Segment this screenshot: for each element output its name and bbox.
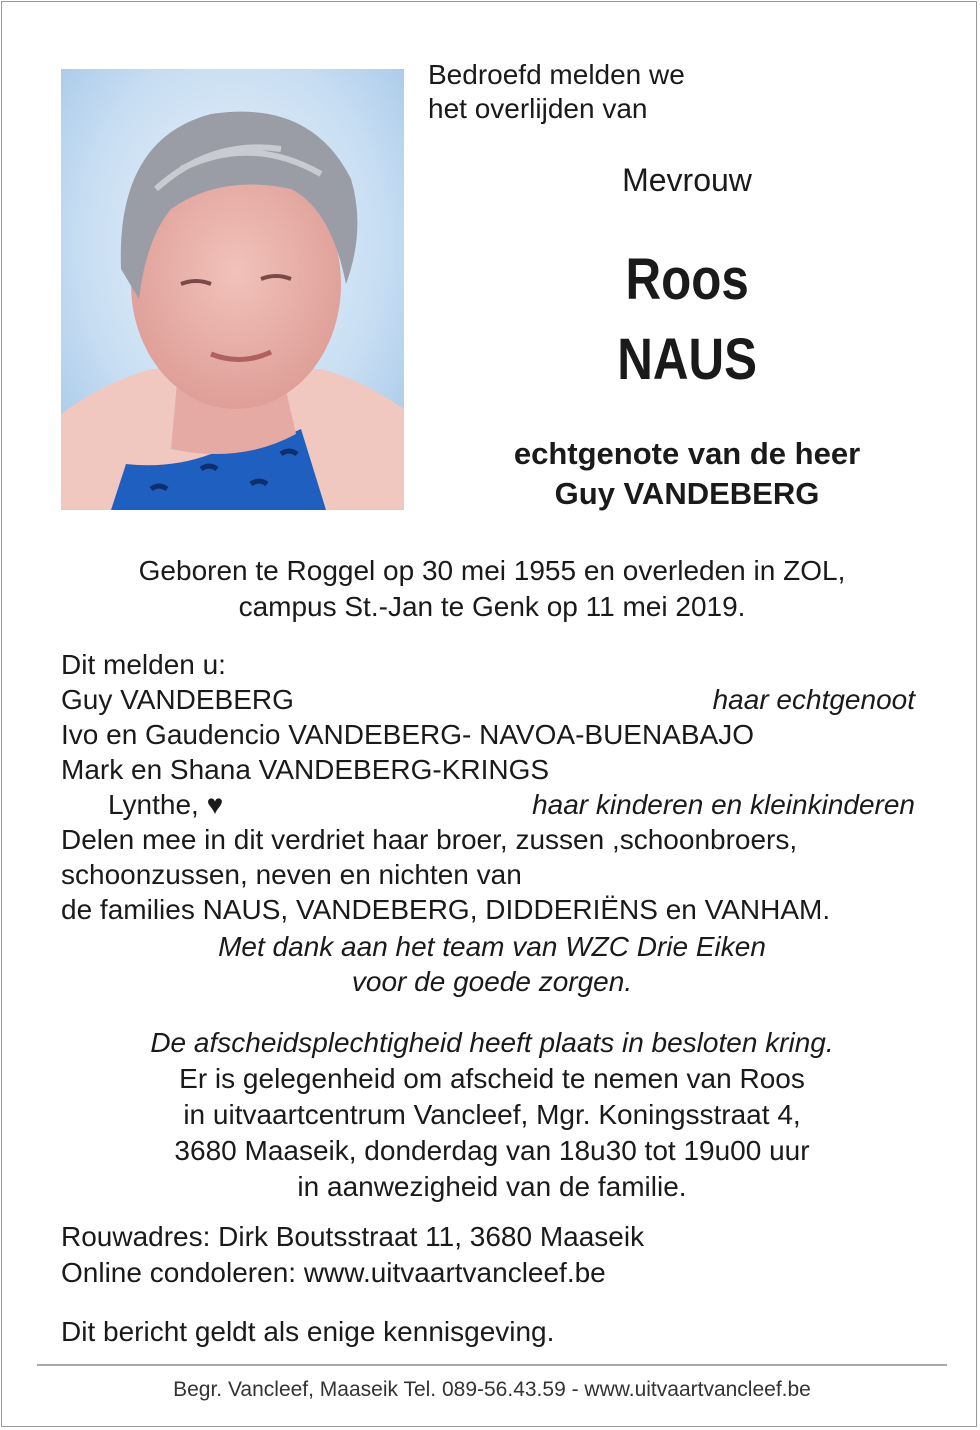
first-name: Roos [625, 247, 749, 312]
mourner-row [61, 787, 915, 822]
address-block [61, 1219, 644, 1291]
online-condolence: Online condoleren: www.uitvaartvancleef.be [61, 1257, 606, 1288]
thanks-line: voor de goede zorgen. [351, 966, 633, 997]
intro-line: het overlijden van [428, 93, 648, 124]
mourner-relation: haar echtgenoot [712, 684, 915, 715]
intro-line: Bedroefd melden we [428, 59, 685, 90]
title-word: Mevrouw [622, 162, 752, 198]
obituary-card [1, 1, 977, 1427]
mourner-name: Mark en Shana VANDEBERG-KRINGS [61, 754, 550, 785]
family-line: schoonzussen, neven en nichten van [61, 859, 522, 890]
footer-text: Begr. Vancleef, Maaseik Tel. 089-56.43.59 - www.uitvaartvancleef.be [173, 1378, 811, 1401]
thanks-line: Met dank aan het team van WZC Drie Eiken [218, 931, 766, 962]
notice-text: Dit bericht geldt als enige kennisgeving. [61, 1316, 555, 1347]
mourner-relation: haar kinderen en kleinkinderen [532, 789, 915, 820]
ceremony-line: Er is gelegenheid om afscheid te nemen van Roos [179, 1063, 805, 1094]
mourners-heading: Dit melden u: [61, 649, 226, 680]
family-line: Delen mee in dit verdriet haar broer, zussen ,schoonbroers, [61, 824, 798, 855]
ceremony-private: De afscheidsplechtigheid heeft plaats in besloten kring. [150, 1027, 834, 1058]
mourner-name: Ivo en Gaudencio VANDEBERG- NAVOA-BUENABAJO [61, 719, 754, 750]
mourning-address: Rouwadres: Dirk Boutsstraat 11, 3680 Maaseik [61, 1221, 645, 1252]
ceremony-line: in aanwezigheid van de familie. [297, 1171, 687, 1202]
ceremony-info [42, 1025, 942, 1205]
portrait-photo [61, 69, 404, 510]
born-line: Geboren te Roggel op 30 mei 1955 en overleden in ZOL, [138, 555, 846, 586]
spouse-line: echtgenote van de heer [513, 436, 861, 471]
last-name: NAUS [617, 327, 757, 392]
deceased-name [467, 240, 907, 400]
mourner-name: Guy VANDEBERG [61, 684, 294, 715]
mourners-list [61, 647, 915, 927]
footer-divider [37, 1364, 947, 1366]
spouse-info [428, 434, 946, 514]
ceremony-line: 3680 Maaseik, donderdag van 18u30 tot 19u00 uur [174, 1135, 810, 1166]
thanks-text [42, 929, 942, 999]
family-line: de families NAUS, VANDEBERG, DIDDERIËNS en VANHAM. [61, 894, 831, 925]
birth-death-info [42, 553, 942, 625]
born-line: campus St.-Jan te Genk op 11 mei 2019. [238, 591, 746, 622]
mourner-row [61, 682, 915, 717]
mourner-name: Lynthe, ♥ [108, 789, 224, 820]
ceremony-line: in uitvaartcentrum Vancleef, Mgr. Koningsstraat 4, [183, 1099, 801, 1130]
intro-text [428, 58, 685, 126]
spouse-name: Guy VANDEBERG [554, 476, 820, 511]
